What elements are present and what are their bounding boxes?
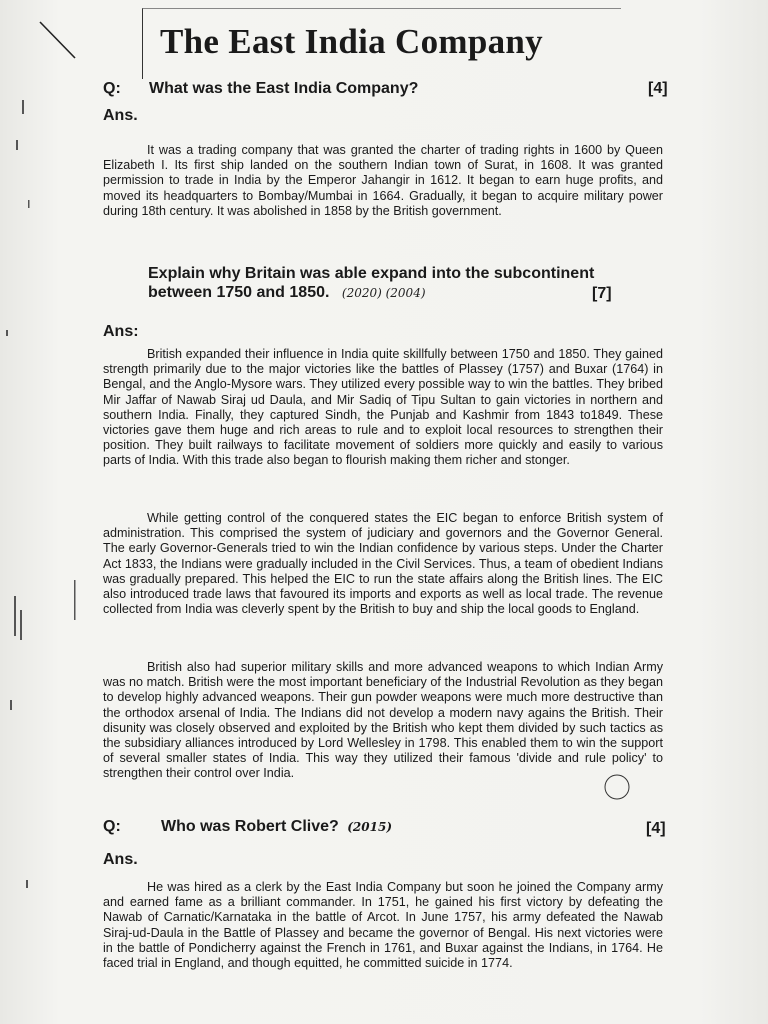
answer-2-paragraph-1: British expanded their influence in India quite skillfully between 1750 and 1850. They gained strength primarily due to the major victories like the battles of Plassey (1757) and Buxar (1764) in Bengal, and the Anglo-Mysore wars. They utilized every possible way to win the battles. They bribed Mir Jaffar of Nawab Siraj ud Daula, and Mir Sadiq of Tipu Sultan to gain victories in northern and southern India. Finally, they captured Sindh, the Punjab and Kashmir from 1843 to1849. These victories gave them huge and rich areas to rule and to exploit local resources to strengthen their position. They built railways to facilitate movement of soldiers more quickly and easily to various parts of India. With this trade also began to flourish making them richer and stonger.	[103, 347, 663, 468]
answer-2-paragraph-2: While getting control of the conquered states the EIC began to enforce British system of administration. This comprised the system of judiciary and governors and the Governor General. The early Governor-Generals tried to win the Indian confidence by various steps. Under the Charter Act 1833, the Indians were gradually included in the Civil Services. Thus, a team of obedient Indians was gradually prepared. This helped the EIC to run the state affairs along the British lines. The EIC also introduced trade laws that favoured its imports and exports as well as local trade. The revenue collected from India was cleverly spent by the British to buy and ship the local goods to England.	[103, 511, 663, 617]
stamp-mark	[600, 772, 634, 802]
question-label: Q:	[103, 80, 121, 97]
answer-2-label: Ans:	[103, 323, 139, 340]
answer-1-label: Ans.	[103, 107, 138, 124]
question-label: Q:	[103, 818, 121, 835]
handwritten-year: (2015)	[347, 820, 393, 834]
margin-marks	[0, 0, 100, 1024]
question-2-line-1: Explain why Britain was able expand into the subcontinent	[148, 265, 595, 282]
question-1-marks: [4]	[648, 80, 668, 97]
question-text: What was the East India Company?	[149, 80, 419, 97]
question-2-marks: [7]	[592, 285, 612, 302]
answer-3-label: Ans.	[103, 851, 138, 868]
answer-1-text: It was a trading company that was granted the charter of trading rights in 1600 by Queen Elizabeth I. Its first ship landed on the southern Indian town of Surat, in 1608. It was granted permission to trade in India by the Emperor Jahangir in 1612. It began to earn huge profits, and moved its headquarters to Bombay/Mumbai in 1664. Gradually, it began to acquire military power during 18th century. It was abolished in 1858 by the British government.	[103, 143, 663, 218]
handwritten-years: (2020) (2004)	[341, 286, 426, 300]
answer-2-paragraph-3: British also had superior military skills and more advanced weapons to which Indian Army was no match. British were the most important beneficiary of the Industrial Revolution as they began to develop highly advanced weapons. Their gun powder weapons were much more destructive than the orthodox arsenal of India. The Indians did not develop a modern navy agains the British. Their disunity was closely observed and exploited by the British who kept them divided by such tactics as the subsidiary alliances introduced by Lord Wellesley in 1798. This enabled them to win the support of several smaller states of India. This way they utilized their famous 'divide and rule policy' to strengthen their control over India.	[103, 660, 663, 781]
answer-3-text: He was hired as a clerk by the East India Company but soon he joined the Company army and earned fame as a brilliant commander. In 1751, he gained his first victory by defeating the Nawab of Carnatic/Karnataka in the battle of Arcot. In June 1757, his army defeated the Nawab Siraj-ud-Daula in the Battle of Plassey and became the governor of Bengal. His next victories were in the battle of Pondicherry against the French in 1761, and Buxar against the Indians, in 1764. He faced trial in England, and though equitted, he committed suicide in 1774.	[103, 880, 663, 971]
question-2	[148, 264, 658, 303]
question-text: Who was Robert Clive?	[161, 818, 339, 835]
page-title: The East India Company	[160, 22, 543, 61]
question-2-line-2: between 1750 and 1850.	[148, 284, 330, 301]
question-3-marks: [4]	[646, 820, 666, 837]
